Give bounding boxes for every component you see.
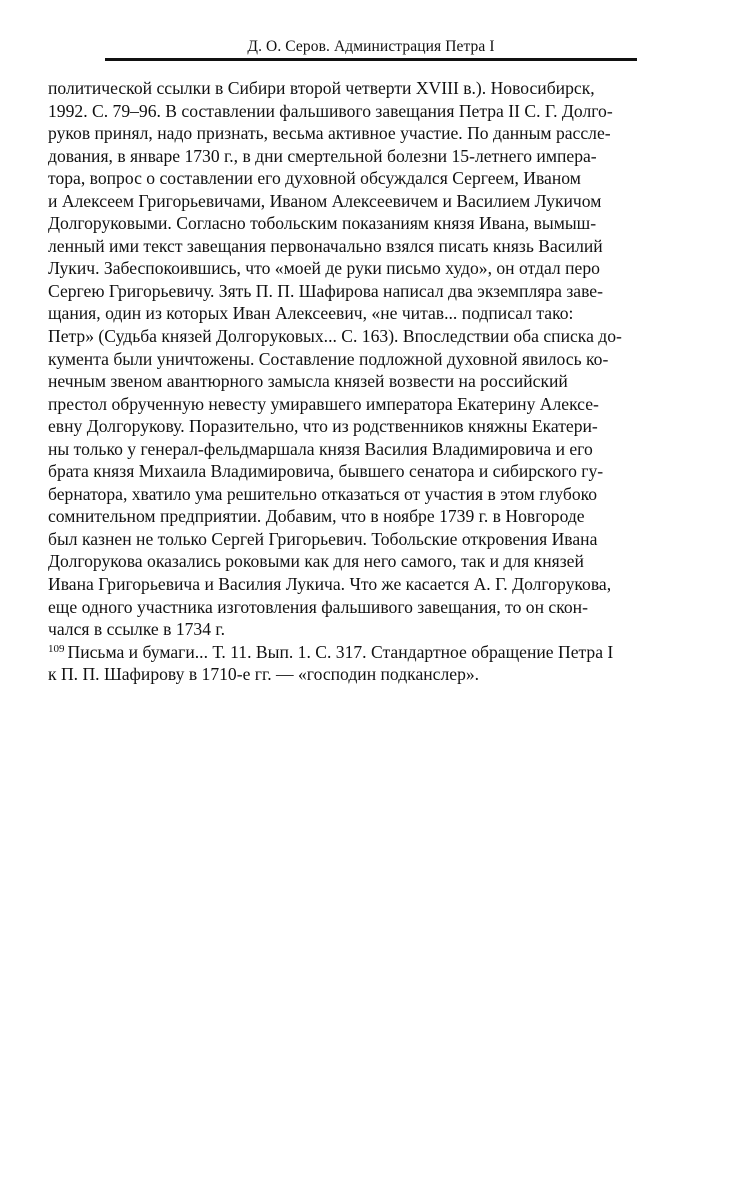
body-line: ленный ими текст завещания первоначально взялся писать князь Василий	[48, 235, 603, 256]
body-line: Ивана Григорьевича и Василия Лукича. Что же касается А. Г. Долгорукова,	[48, 574, 612, 595]
body-line: бернатора, хватило ума решительно отказаться от участия в этом глубоко	[48, 483, 598, 504]
body-line: сомнительном предприятии. Добавим, что в ноябре 1739 г. в Новгороде	[48, 506, 585, 527]
body-line: нечным звеном авантюрного замысла князей возвести на российский	[48, 371, 568, 392]
body-line: брата князя Михаила Владимировича, бывшего сенатора и сибирского гу-	[48, 461, 604, 482]
page-body	[48, 77, 698, 686]
body-line: ны только у генерал-фельдмаршала князя Василия Владимировича и его	[48, 438, 593, 459]
body-line: кумента были уничтожены. Составление подложной духовной явилось ко-	[48, 348, 609, 369]
body-line: был казнен не только Сергей Григорьевич. Тобольские откровения Ивана	[48, 528, 598, 549]
body-line: престол обрученную невесту умиравшего императора Екатерину Алексе-	[48, 393, 599, 414]
body-line: дования, в январе 1730 г., в дни смертельной болезни 15-летнего импера-	[48, 145, 597, 166]
footnote-number: 109	[48, 642, 65, 655]
body-line: тора, вопрос о составлении его духовной обсуждался Сергеем, Иваном	[48, 168, 581, 189]
body-line: Сергею Григорьевичу. Зять П. П. Шафирова написал два экземпляра заве-	[48, 280, 603, 301]
header-rule	[105, 58, 637, 61]
footnote-text: Письма и бумаги... Т. 11. Вып. 1. С. 317. Стандартное обращение Петра I	[67, 641, 614, 662]
body-line: Долгорукова оказались роковыми как для него самого, так и для князей	[48, 551, 584, 572]
body-line: 1992. С. 79–96. В составлении фальшивого завещания Петра II С. Г. Долго-	[48, 100, 613, 121]
body-line: Долгоруковыми. Согласно тобольским показаниям князя Ивана, вымыш-	[48, 213, 597, 234]
body-line: евну Долгорукову. Поразительно, что из родственников княжны Екатери-	[48, 416, 598, 437]
body-line: руков принял, надо признать, весьма активное участие. По данным рассле-	[48, 123, 611, 144]
body-line: чался в ссылке в 1734 г.	[48, 619, 226, 640]
body-line: еще одного участника изготовления фальшивого завещания, то он скон-	[48, 596, 588, 617]
body-line: и Алексеем Григорьевичами, Иваном Алексеевичем и Василием Лукичом	[48, 190, 602, 211]
body-line: Петр» (Судьба князей Долгоруковых... С. 163). Впоследствии оба списка до-	[48, 326, 622, 347]
footnote-line	[48, 641, 698, 664]
body-line: Лукич. Забеспокоившись, что «моей де руки письмо худо», он отдал перо	[48, 258, 600, 279]
footnote-line: к П. П. Шафирову в 1710-е гг. — «господин подканслер».	[48, 664, 480, 685]
running-title: Д. О. Серов. Администрация Петра I	[247, 38, 495, 55]
body-line: политической ссылки в Сибири второй четверти XVIII в.). Новосибирск,	[48, 78, 595, 98]
body-line: щания, один из которых Иван Алексеевич, «не читав... подписал тако:	[48, 303, 574, 324]
